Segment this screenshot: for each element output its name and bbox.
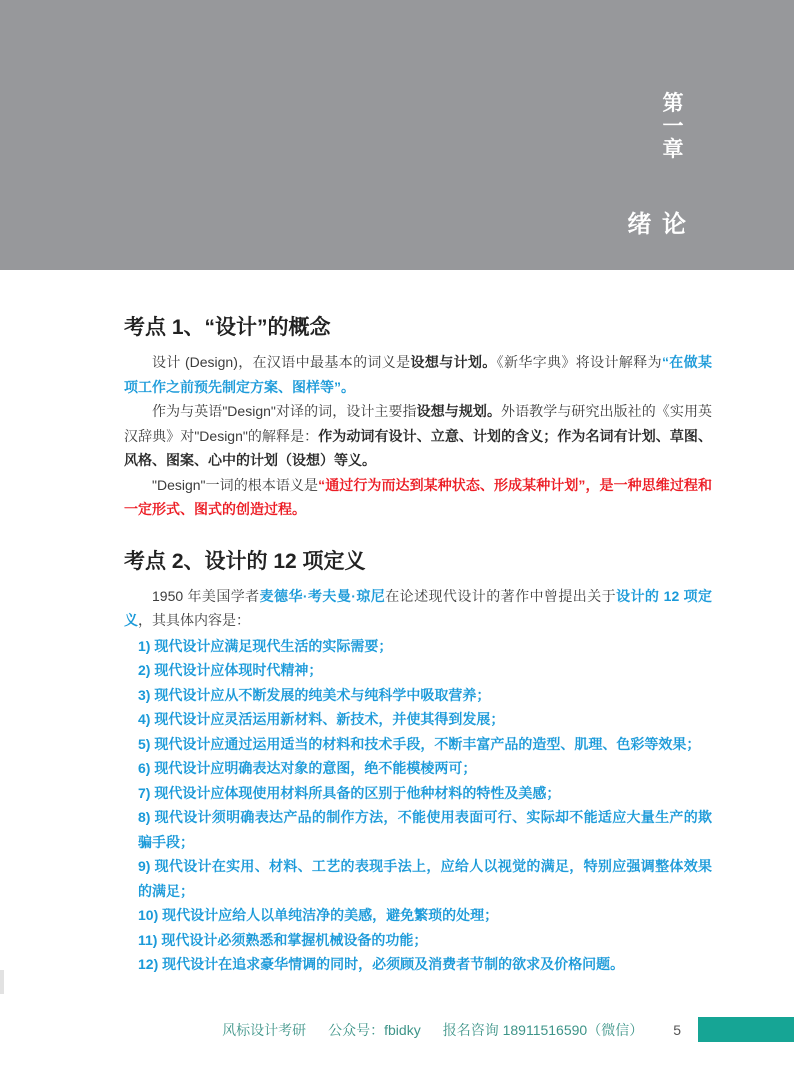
chapter-char: 章 (662, 138, 684, 161)
text-run: ，其具体内容是： (138, 612, 250, 628)
section1-paragraph-1 (124, 350, 712, 399)
list-item: 7) 现代设计应体现使用材料所具备的区别于他种材料的特性及美感； (138, 784, 561, 801)
page-content (124, 270, 712, 977)
footer-consult-phone: 报名咨询 18911516590（微信） (442, 1021, 644, 1038)
text-run: "Design"一词的根本语义是 (152, 476, 319, 493)
chapter-banner (0, 0, 794, 270)
footer-accent-bar (698, 1017, 794, 1042)
list-item: 11) 现代设计必须熟悉和掌握机械设备的功能； (138, 931, 428, 948)
text-run-red: “通过行为而达到某种状态、形成某种计划”，是一种思维过程和一定形式、图式的创造过程。 (124, 476, 712, 517)
text-run: 1950 年美国学者 (152, 587, 260, 604)
text-run-blue: 麦德华·考夫曼·琼尼 (259, 587, 386, 604)
page-number: 5 (673, 1021, 681, 1038)
text-run: 《新华字典》将设计解释为 (496, 354, 662, 370)
text-run-bold: 设想与计划。 (410, 354, 497, 370)
chapter-title: 绪 论 (627, 211, 688, 238)
list-item: 4) 现代设计应灵活运用新材料、新技术，并使其得到发展； (138, 711, 505, 727)
left-edge-scan-mark (0, 970, 4, 994)
list-item: 1) 现代设计应满足现代生活的实际需要； (138, 637, 393, 654)
chapter-char: 一 (662, 115, 684, 138)
list-item: 9) 现代设计在实用、材料、工艺的表现手法上，应给人以视觉的满足，特别应强调整体效果的满足； (138, 858, 712, 899)
list-item: 8) 现代设计须明确表达产品的制作方法，不能使用表面可行、实际却不能适应大量生产的欺骗手段； (138, 809, 712, 850)
section1-paragraph-2 (124, 399, 712, 473)
text-run: 外语教学与研究出版社的《实用英汉辞典》对"Design"的解释是： (124, 403, 713, 444)
text-run-bold: 设想与规划。 (416, 403, 502, 419)
page-footer (0, 1017, 794, 1042)
text-run-blue: 设计的 12 项定义 (124, 587, 712, 628)
section1-paragraph-3 (124, 473, 712, 522)
list-item: 2) 现代设计应体现时代精神； (138, 662, 323, 678)
section2-intro (124, 584, 712, 633)
text-run: 设计 (Design)，在汉语中最基本的词义是 (152, 354, 411, 370)
list-item: 12) 现代设计在追求豪华情调的同时，必须顾及消费者节制的欲求及价格问题。 (138, 956, 625, 972)
section2-heading: 考点 2、设计的 12 项定义 (124, 549, 366, 573)
footer-wechat-account: 公众号：fbidky (328, 1021, 421, 1038)
definitions-list (138, 634, 712, 977)
list-item: 3) 现代设计应从不断发展的纯美术与纯科学中吸取营养； (138, 686, 491, 703)
list-item: 10) 现代设计应给人以单纯洁净的美感，避免繁琐的处理； (138, 907, 499, 923)
list-item: 6) 现代设计应明确表达对象的意图，绝不能模棱两可； (138, 760, 477, 776)
text-run: 在论述现代设计的著作中曾提出关于 (385, 587, 617, 604)
chapter-number-vertical (660, 92, 686, 161)
text-run-bold: 作为动词有设计、立意、计划的含义；作为名词有计划、草图、风格、图案、心中的计划（设想）等义。 (124, 427, 712, 468)
chapter-char: 第 (662, 92, 684, 115)
section1-heading: 考点 1、“设计”的概念 (124, 316, 331, 339)
list-item: 5) 现代设计应通过运用适当的材料和技术手段，不断丰富产品的造型、肌理、色彩等效果； (138, 735, 701, 752)
text-run-blue: “在做某项工作之前预先制定方案、图样等”。 (124, 354, 713, 395)
text-run: 作为与英语"Design"对译的词，设计主要指 (152, 403, 417, 419)
footer-brand: 风标设计考研 (222, 1021, 307, 1038)
